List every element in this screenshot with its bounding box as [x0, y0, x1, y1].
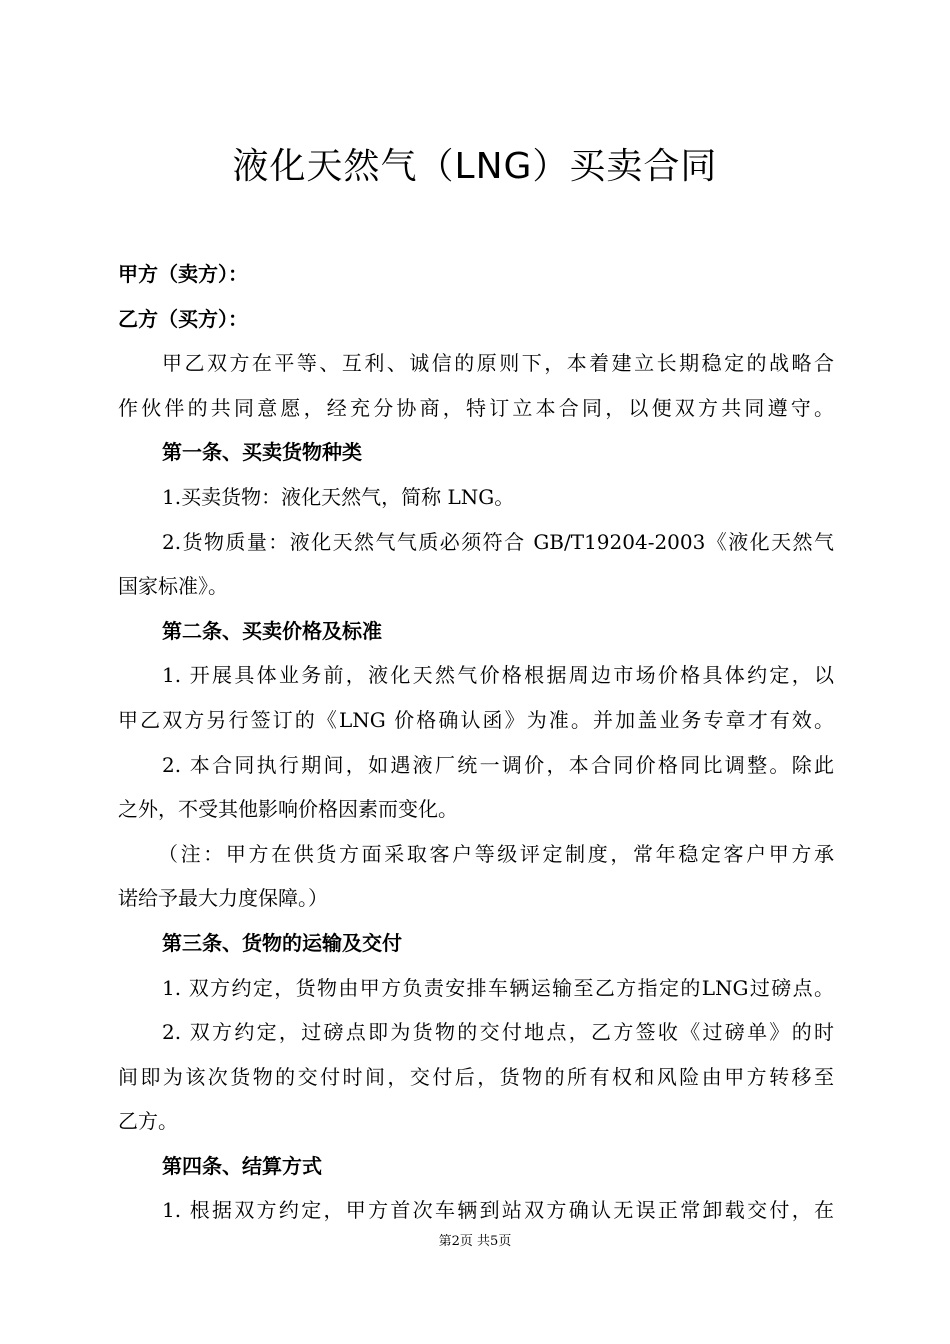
- preamble-line: 作伙伴的共同意愿，经充分协商，特订立本合同，以便双方共同遵守。: [118, 395, 834, 420]
- clause-line: 甲乙双方另行签订的《LNG 价格确认函》为准。并加盖业务专章才有效。: [118, 707, 834, 732]
- clause-line: 1.买卖货物：液化天然气，简称 LNG。: [162, 484, 515, 509]
- clause-line: 间即为该次货物的交付时间，交付后，货物的所有权和风险由甲方转移至: [118, 1064, 834, 1089]
- note-line: （注：甲方在供货方面采取客户等级评定制度，常年稳定客户甲方承: [158, 841, 834, 866]
- article-heading: 第二条、买卖价格及标准: [162, 618, 382, 643]
- article-heading: 第一条、买卖货物种类: [162, 440, 362, 465]
- document-title: 液化天然气（LNG）买卖合同: [232, 146, 718, 187]
- clause-line: 2. 本合同执行期间，如遇液厂统一调价，本合同价格同比调整。除此: [162, 752, 834, 777]
- party-a-label: 甲方（卖方）：: [118, 262, 248, 286]
- document-body: [118, 252, 834, 1233]
- article-heading: 第四条、结算方式: [162, 1153, 322, 1178]
- clause-line: 2. 双方约定，过磅点即为货物的交付地点，乙方签收《过磅单》的时: [162, 1020, 834, 1045]
- clause-line: 国家标准》。: [118, 574, 228, 599]
- party-b-label: 乙方（买方）：: [118, 306, 248, 331]
- clause-line: 乙方。: [118, 1109, 178, 1134]
- clause-line: 1. 开展具体业务前，液化天然气价格根据周边市场价格具体约定，以: [162, 663, 834, 688]
- clause-line: 2.货物质量：液化天然气气质必须符合 GB/T19204-2003《液化天然气: [162, 529, 834, 554]
- clause-line: 1. 根据双方约定，甲方首次车辆到站双方确认无误正常卸载交付，在: [162, 1198, 834, 1223]
- page-indicator: 第2页 共5页: [438, 1234, 512, 1249]
- clause-line: 1. 双方约定，货物由甲方负责安排车辆运输至乙方指定的LNG过磅点。: [162, 975, 834, 1000]
- note-line: 诺给予最大力度保障。）: [118, 886, 328, 911]
- preamble-line: 甲乙双方在平等、互利、诚信的原则下，本着建立长期稳定的战略合: [162, 351, 834, 376]
- article-heading: 第三条、货物的运输及交付: [162, 930, 402, 955]
- clause-line: 之外，不受其他影响价格因素而变化。: [118, 797, 458, 822]
